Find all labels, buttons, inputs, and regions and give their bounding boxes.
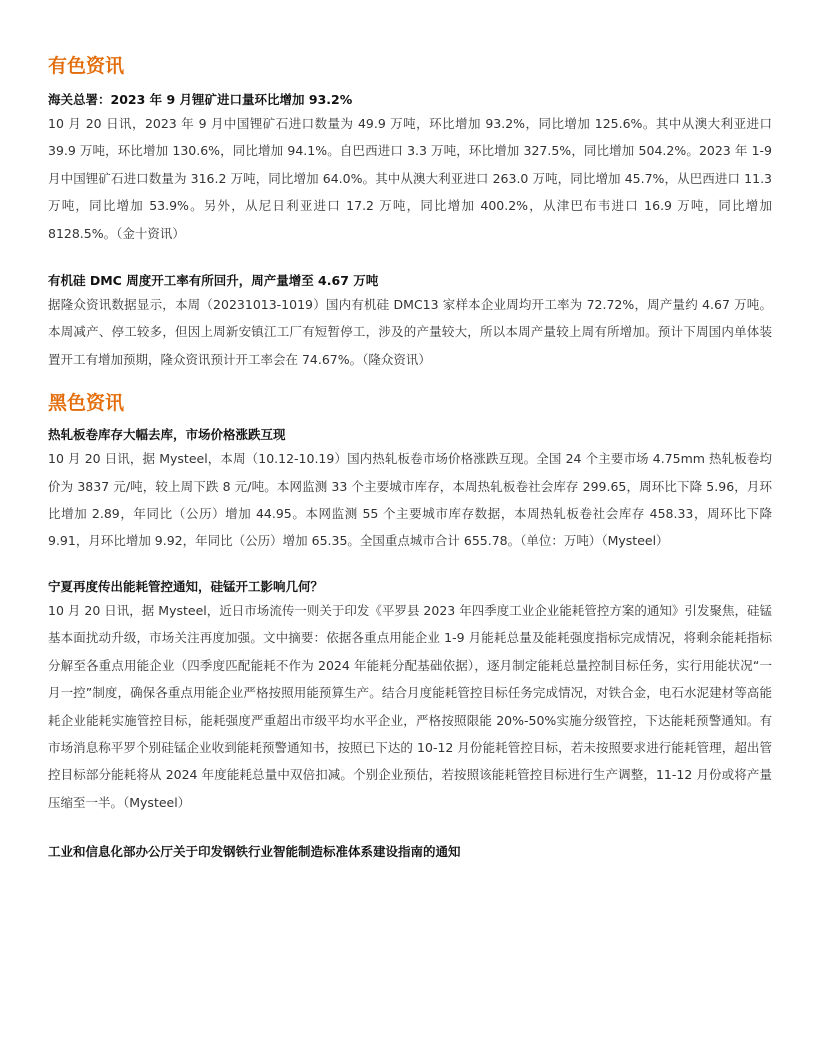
article-title: 宁夏再度传出能耗管控通知，硅锰开工影响几何？ (48, 578, 324, 594)
article-body: 10 月 20 日讯，据 Mysteel，近日市场流传一则关于印发《平罗县 2023 年四季度工业企业能耗管控方案的通知》引发聚焦，硅锰基本面扰动升级，市场关注再度加强。文中摘要：依据各重点用能企业 1-9 月能耗总量及能耗强度指标完成情况，将剩余能耗指标分解至各重点用能企业（四季度匹配能耗不作为 2024 年能耗分配基础依据），逐月制定能耗总量控制目标任务，实行用能状况“一月一控”制度，确保各重点用能企业严格按照用能预算生产。结合月度能耗管控目标任务完成情况，对铁合金，电石水泥建材等高能耗企业能耗实施管控目标，能耗强度严重超出市级平均水平企业，严格按照限能 20%-50%实施分级管控，下达能耗预警通知。有市场消息称平罗个别硅锰企业收到能耗预警通知书，按照已下达的 10-12 月份能耗管控目标，若未按照要求进行能耗管理，超出管控目标部分能耗将从 2024 年度能耗总量中双倍扣减。个别企业预估，若按照该能耗管控目标进行生产调整，11-12 月份或将产量压缩至一半。（Mysteel） (48, 602, 772, 810)
article (48, 91, 772, 247)
article (48, 426, 772, 555)
section-title-nonferrous: 有色资讯 (48, 55, 125, 77)
article-title: 工业和信息化部办公厅关于印发钢铁行业智能制造标准体系建设指南的通知 (48, 844, 461, 860)
article-body: 10 月 20 日讯，2023 年 9 月中国锂矿石进口数量为 49.9 万吨，环比增加 93.2%，同比增加 125.6%。其中从澳大利亚进口 39.9 万吨，环比增加 130.6%，同比增加 94.1%。自巴西进口 3.3 万吨，环比增加 327.5%，同比增加 504.2%。2023 年 1-9 月中国锂矿石进口数量为 316.2 万吨，同比增加 64.0%。其中从澳大利亚进口 263.0 万吨，同比增加 45.7%，从巴西进口 11.3 万吨，同比增加 53.9%。另外，从尼日利亚进口 17.2 万吨，同比增加 400.2%，从津巴布韦进口 16.9 万吨，同比增加 8128.5%。（金十资讯） (48, 116, 772, 241)
article (48, 843, 772, 861)
article (48, 578, 772, 816)
article-title: 有机硅 DMC 周度开工率有所回升，周产量增至 4.67 万吨 (48, 273, 379, 289)
article-body: 据隆众资讯数据显示，本周（20231013-1019）国内有机硅 DMC13 家样本企业周均开工率为 72.72%，周产量约 4.67 万吨。本周减产、停工较多，但因上周新安镇江工厂有短暂停工，涉及的产量较大，所以本周产量较上周有所增加。预计下周国内单体装置开工有增加预期，隆众资讯预计开工率会在 74.67%。（隆众资讯） (48, 297, 772, 367)
article (48, 272, 772, 373)
document-page (48, 48, 772, 861)
article-title: 海关总署：2023 年 9 月锂矿进口量环比增加 93.2% (48, 92, 353, 107)
article-body: 10 月 20 日讯，据 Mysteel，本周（10.12-10.19）国内热轧板卷市场价格涨跌互现。全国 24 个主要市场 4.75mm 热轧板卷均价为 3837 元/吨，较上周下跌 8 元/吨。本网监测 33 个主要城市库存，本周热轧板卷社会库存 299.65，周环比下降 5.96，月环比增加 2.89，年同比（公历）增加 44.95。本网监测 55 个主要城市库存数据，本周热轧板卷社会库存 458.33，周环比下降 9.91，月环比增加 9.92，年同比（公历）增加 65.35。全国重点城市合计 655.78。（单位：万吨）（Mysteel） (48, 451, 772, 549)
article-title: 热轧板卷库存大幅去库，市场价格涨跌互现 (48, 427, 286, 443)
section-title-ferrous: 黑色资讯 (48, 392, 125, 415)
